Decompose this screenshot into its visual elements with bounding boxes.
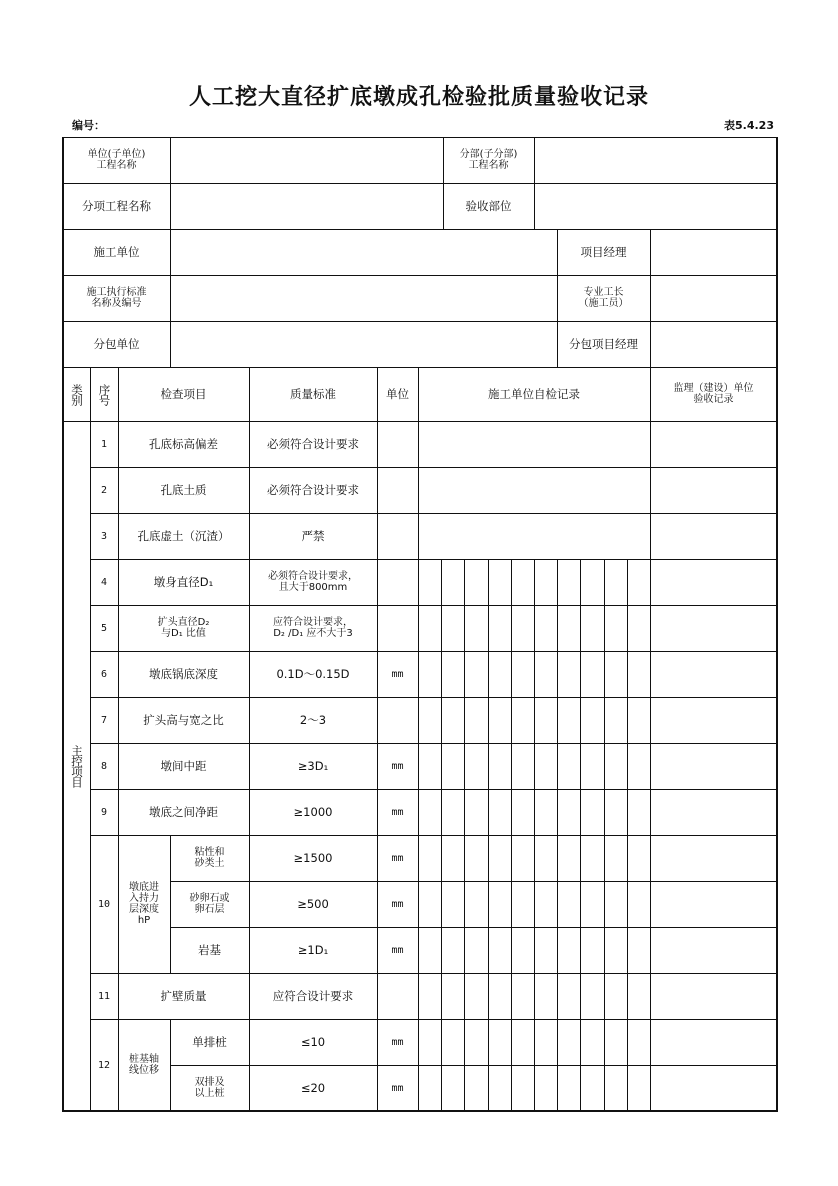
subcontractor-label-text: 分包单位: [93, 336, 140, 351]
unit-project-field[interactable]: [170, 137, 443, 183]
self-check-cell[interactable]: [534, 697, 557, 743]
row-group-label-text: 桩基轴线位移: [129, 1054, 159, 1076]
standard-label: [63, 275, 170, 321]
self-check-cell[interactable]: [534, 651, 557, 697]
row-check-item: [118, 697, 249, 743]
row-unit-text: mm: [391, 944, 404, 956]
supervision-record-cell[interactable]: [650, 881, 777, 927]
supervision-record-cell[interactable]: [650, 467, 777, 513]
supervision-record-cell[interactable]: [650, 1065, 777, 1111]
self-check-cell[interactable]: [534, 1065, 557, 1111]
category-header-text: 类别: [70, 383, 84, 405]
row-unit: [377, 605, 418, 651]
self-check-cell[interactable]: [418, 559, 441, 605]
supervision-record-cell[interactable]: [650, 651, 777, 697]
self-check-cell[interactable]: [534, 881, 557, 927]
row-quality-standard-text: 严禁: [301, 528, 325, 543]
row-unit: [377, 467, 418, 513]
self-check-cell[interactable]: [441, 697, 464, 743]
self-check-cell[interactable]: [488, 1019, 511, 1065]
self-check-cell[interactable]: [418, 467, 650, 513]
self-check-cell[interactable]: [627, 743, 650, 789]
self-check-cell[interactable]: [627, 1065, 650, 1111]
row-seq-text: 6: [100, 668, 108, 680]
self-check-cell[interactable]: [534, 835, 557, 881]
self-check-cell[interactable]: [557, 1019, 580, 1065]
unit-project-label-text: 单位(子单位) 工程名称: [87, 149, 146, 171]
row-sub-item-text: 砂卵石或 卵石层: [189, 893, 230, 915]
self-check-cell[interactable]: [464, 743, 488, 789]
table-number: 表5.4.23: [724, 119, 774, 132]
row-sub-item: [170, 1019, 249, 1065]
row-check-item: [118, 513, 249, 559]
self-check-cell[interactable]: [441, 559, 464, 605]
row-check-item-text: 扩壁质量: [160, 988, 207, 1003]
self-check-cell[interactable]: [557, 697, 580, 743]
self-check-cell[interactable]: [580, 835, 604, 881]
self-check-cell[interactable]: [418, 421, 650, 467]
self-check-cell[interactable]: [604, 973, 627, 1019]
supervision-record-cell[interactable]: [650, 835, 777, 881]
row-unit-text: mm: [391, 668, 404, 680]
self-check-cell[interactable]: [534, 559, 557, 605]
row-quality-standard: [249, 789, 377, 835]
row-check-item: [118, 421, 249, 467]
self-check-cell[interactable]: [604, 743, 627, 789]
row-unit-text: mm: [391, 806, 404, 818]
row-unit-text: mm: [391, 1036, 404, 1048]
sub-division-label: [443, 137, 534, 183]
self-check-cell[interactable]: [464, 1065, 488, 1111]
self-check-cell[interactable]: [580, 1019, 604, 1065]
self-check-cell[interactable]: [580, 651, 604, 697]
self-check-cell[interactable]: [464, 1019, 488, 1065]
row-unit: [377, 835, 418, 881]
self-check-header: [418, 367, 650, 421]
row-seq: [90, 467, 118, 513]
row-quality-standard-text: 必须符合设计要求: [267, 436, 359, 451]
row-unit: [377, 559, 418, 605]
self-check-cell[interactable]: [418, 835, 441, 881]
supervision-record-cell[interactable]: [650, 789, 777, 835]
sub-item-label-text: 分项工程名称: [82, 198, 151, 213]
self-check-cell[interactable]: [580, 927, 604, 973]
row-quality-standard-text: ≥3D₁: [297, 758, 329, 773]
row-unit: [377, 1019, 418, 1065]
row-unit-text: mm: [391, 760, 404, 772]
standard-label-text: 施工执行标准 名称及编号: [86, 287, 147, 309]
row-seq-text: 9: [100, 806, 108, 818]
supervision-record-cell[interactable]: [650, 1019, 777, 1065]
row-seq-text: 5: [100, 622, 108, 634]
self-check-cell[interactable]: [488, 697, 511, 743]
self-check-cell[interactable]: [418, 927, 441, 973]
self-check-cell[interactable]: [488, 651, 511, 697]
row-seq-text: 3: [100, 530, 108, 542]
self-check-cell[interactable]: [464, 881, 488, 927]
self-check-cell[interactable]: [534, 973, 557, 1019]
row-seq: [90, 697, 118, 743]
category-header: [63, 367, 90, 421]
self-check-cell[interactable]: [580, 697, 604, 743]
self-check-cell[interactable]: [511, 743, 534, 789]
self-check-cell[interactable]: [488, 927, 511, 973]
self-check-cell[interactable]: [557, 881, 580, 927]
project-manager-field[interactable]: [650, 229, 777, 275]
project-manager-label: [557, 229, 650, 275]
row-quality-standard-text: 必须符合设计要求: [267, 482, 359, 497]
self-check-cell[interactable]: [488, 559, 511, 605]
row-quality-standard: [249, 559, 377, 605]
self-check-cell[interactable]: [488, 881, 511, 927]
row-quality-standard: [249, 605, 377, 651]
self-check-cell[interactable]: [580, 605, 604, 651]
self-check-cell[interactable]: [604, 559, 627, 605]
self-check-cell[interactable]: [441, 881, 464, 927]
row-group-label: [118, 1019, 170, 1111]
self-check-cell[interactable]: [464, 605, 488, 651]
self-check-cell[interactable]: [488, 743, 511, 789]
self-check-header-text: 施工单位自检记录: [488, 386, 580, 401]
row-quality-standard-text: 应符合设计要求， D₂ /D₁ 应不大于3: [273, 617, 353, 639]
self-check-cell[interactable]: [464, 697, 488, 743]
row-quality-standard: [249, 697, 377, 743]
supervision-record-cell[interactable]: [650, 559, 777, 605]
quality-standard-header-text: 质量标准: [290, 386, 336, 401]
self-check-cell[interactable]: [488, 789, 511, 835]
row-quality-standard: [249, 467, 377, 513]
supervision-record-cell[interactable]: [650, 927, 777, 973]
row-seq: [90, 513, 118, 559]
self-check-cell[interactable]: [557, 651, 580, 697]
row-sub-item-text: 双排及 以上桩: [194, 1077, 225, 1099]
self-check-cell[interactable]: [441, 651, 464, 697]
row-check-item-text: 墩身直径D₁: [153, 574, 214, 589]
row-seq: [90, 835, 118, 973]
row-quality-standard: [249, 835, 377, 881]
self-check-cell[interactable]: [511, 651, 534, 697]
self-check-cell[interactable]: [441, 835, 464, 881]
row-seq-text: 12: [97, 1059, 111, 1071]
self-check-cell[interactable]: [627, 559, 650, 605]
row-check-item-text: 墩底之间净距: [149, 804, 218, 819]
self-check-cell[interactable]: [418, 789, 441, 835]
row-quality-standard: [249, 651, 377, 697]
self-check-cell[interactable]: [604, 927, 627, 973]
self-check-cell[interactable]: [488, 1065, 511, 1111]
supervision-record-cell[interactable]: [650, 743, 777, 789]
self-check-cell[interactable]: [464, 651, 488, 697]
row-unit: [377, 881, 418, 927]
row-unit: [377, 697, 418, 743]
self-check-cell[interactable]: [418, 881, 441, 927]
self-check-cell[interactable]: [557, 835, 580, 881]
self-check-cell[interactable]: [488, 605, 511, 651]
acceptance-part-field[interactable]: [534, 183, 777, 229]
construction-unit-label-text: 施工单位: [93, 244, 140, 259]
row-quality-standard-text: ≤10: [300, 1034, 326, 1049]
row-check-item: [118, 789, 249, 835]
row-seq-text: 4: [100, 576, 108, 588]
self-check-cell[interactable]: [604, 1065, 627, 1111]
self-check-cell[interactable]: [464, 835, 488, 881]
row-seq: [90, 743, 118, 789]
self-check-cell[interactable]: [534, 927, 557, 973]
row-quality-standard: [249, 1065, 377, 1111]
unit-header-text: 单位: [386, 386, 409, 401]
supervision-record-cell[interactable]: [650, 513, 777, 559]
self-check-cell[interactable]: [418, 651, 441, 697]
self-check-cell[interactable]: [580, 789, 604, 835]
row-quality-standard: [249, 743, 377, 789]
row-quality-standard-text: ≥1500: [293, 850, 333, 865]
self-check-cell[interactable]: [441, 1019, 464, 1065]
self-check-cell[interactable]: [627, 835, 650, 881]
row-group-label: [118, 835, 170, 973]
self-check-cell[interactable]: [580, 743, 604, 789]
self-check-cell[interactable]: [580, 559, 604, 605]
row-quality-standard-text: ≤20: [300, 1080, 326, 1095]
self-check-cell[interactable]: [557, 1065, 580, 1111]
subcontract-manager-field[interactable]: [650, 321, 777, 367]
row-check-item: [118, 973, 249, 1019]
row-quality-standard-text: 2～3: [299, 712, 327, 727]
supervision-record-cell[interactable]: [650, 697, 777, 743]
self-check-cell[interactable]: [511, 697, 534, 743]
self-check-cell[interactable]: [441, 927, 464, 973]
self-check-cell[interactable]: [627, 651, 650, 697]
row-check-item-text: 孔底土质: [160, 482, 207, 497]
self-check-cell[interactable]: [511, 1019, 534, 1065]
self-check-cell[interactable]: [441, 743, 464, 789]
row-sub-item: [170, 881, 249, 927]
self-check-cell[interactable]: [511, 973, 534, 1019]
self-check-cell[interactable]: [418, 973, 441, 1019]
self-check-cell[interactable]: [627, 789, 650, 835]
self-check-cell[interactable]: [604, 881, 627, 927]
row-unit-text: mm: [391, 898, 404, 910]
row-quality-standard-text: 必须符合设计要求， 且大于800mm: [268, 571, 358, 593]
supervision-header: [650, 367, 777, 421]
row-quality-standard: [249, 421, 377, 467]
supervision-record-cell[interactable]: [650, 421, 777, 467]
self-check-cell[interactable]: [557, 605, 580, 651]
row-seq: [90, 559, 118, 605]
self-check-cell[interactable]: [511, 881, 534, 927]
code-label: 编号：: [72, 119, 105, 132]
supervision-record-cell[interactable]: [650, 605, 777, 651]
row-check-item-text: 孔底标高偏差: [149, 436, 218, 451]
sub-division-field[interactable]: [534, 137, 777, 183]
row-seq: [90, 1019, 118, 1111]
self-check-cell[interactable]: [418, 605, 441, 651]
self-check-cell[interactable]: [580, 881, 604, 927]
acceptance-part-label-text: 验收部位: [465, 198, 512, 213]
self-check-cell[interactable]: [557, 743, 580, 789]
row-sub-item: [170, 927, 249, 973]
document-title: 人工挖大直径扩底墩成孔检验批质量验收记录: [188, 85, 649, 110]
row-unit: [377, 651, 418, 697]
row-seq-text: 1: [100, 438, 108, 450]
foreman-label-text: 专业工长 （施工员）: [578, 287, 629, 309]
self-check-cell[interactable]: [511, 789, 534, 835]
subcontract-manager-label-text: 分包项目经理: [569, 336, 638, 351]
row-quality-standard: [249, 927, 377, 973]
seq-header-text: 序号: [97, 383, 112, 405]
self-check-cell[interactable]: [418, 513, 650, 559]
self-check-cell[interactable]: [441, 1065, 464, 1111]
self-check-cell[interactable]: [627, 605, 650, 651]
row-check-item: [118, 605, 249, 651]
row-check-item-text: 扩头高与宽之比: [143, 712, 224, 727]
self-check-cell[interactable]: [418, 743, 441, 789]
row-quality-standard: [249, 881, 377, 927]
self-check-cell[interactable]: [441, 605, 464, 651]
self-check-cell[interactable]: [580, 1065, 604, 1111]
row-sub-item: [170, 835, 249, 881]
row-seq: [90, 973, 118, 1019]
self-check-cell[interactable]: [557, 559, 580, 605]
seq-header: [90, 367, 118, 421]
self-check-cell[interactable]: [604, 789, 627, 835]
row-quality-standard: [249, 973, 377, 1019]
self-check-cell[interactable]: [464, 927, 488, 973]
self-check-cell[interactable]: [441, 789, 464, 835]
row-seq-text: 7: [100, 714, 108, 726]
sub-division-label-text: 分部(子分部) 工程名称: [459, 149, 518, 171]
row-seq-text: 10: [97, 898, 111, 910]
self-check-cell[interactable]: [557, 973, 580, 1019]
self-check-cell[interactable]: [534, 789, 557, 835]
standard-field[interactable]: [170, 275, 557, 321]
row-check-item-text: 墩底锅底深度: [149, 666, 218, 681]
self-check-cell[interactable]: [534, 743, 557, 789]
row-unit: [377, 973, 418, 1019]
row-unit: [377, 513, 418, 559]
self-check-cell[interactable]: [511, 559, 534, 605]
supervision-record-cell[interactable]: [650, 973, 777, 1019]
row-seq-text: 11: [97, 990, 111, 1002]
self-check-cell[interactable]: [464, 559, 488, 605]
self-check-cell[interactable]: [627, 973, 650, 1019]
row-check-item: [118, 743, 249, 789]
row-quality-standard-text: ≥500: [297, 896, 329, 911]
self-check-cell[interactable]: [488, 973, 511, 1019]
construction-unit-label: [63, 229, 170, 275]
foreman-field[interactable]: [650, 275, 777, 321]
row-check-item-text: 墩间中距: [160, 758, 207, 773]
row-check-item: [118, 467, 249, 513]
self-check-cell[interactable]: [464, 973, 488, 1019]
row-seq: [90, 605, 118, 651]
self-check-cell[interactable]: [557, 927, 580, 973]
self-check-cell[interactable]: [604, 1019, 627, 1065]
self-check-cell[interactable]: [418, 1065, 441, 1111]
category-main-control-text: 主控项目: [70, 745, 84, 787]
row-sub-item-text: 岩基: [198, 942, 221, 957]
self-check-cell[interactable]: [604, 605, 627, 651]
subcontractor-label: [63, 321, 170, 367]
quality-standard-header: [249, 367, 377, 421]
row-seq: [90, 651, 118, 697]
row-quality-standard-text: ≥1000: [293, 804, 333, 819]
row-check-item-text: 扩头直径D₂ 与D₁ 比值: [157, 617, 210, 639]
construction-unit-field[interactable]: [170, 229, 557, 275]
self-check-cell[interactable]: [534, 1019, 557, 1065]
self-check-cell[interactable]: [488, 835, 511, 881]
unit-project-label: [63, 137, 170, 183]
self-check-cell[interactable]: [511, 927, 534, 973]
row-unit: [377, 789, 418, 835]
sub-item-label: [63, 183, 170, 229]
check-item-header: [118, 367, 249, 421]
project-manager-label-text: 项目经理: [580, 244, 627, 259]
row-seq-text: 2: [100, 484, 108, 496]
subcontractor-field[interactable]: [170, 321, 557, 367]
row-unit-text: mm: [391, 1082, 404, 1094]
row-quality-standard-text: 应符合设计要求: [272, 988, 354, 1003]
row-unit: [377, 421, 418, 467]
self-check-cell[interactable]: [627, 697, 650, 743]
unit-header: [377, 367, 418, 421]
self-check-cell[interactable]: [627, 927, 650, 973]
row-check-item: [118, 559, 249, 605]
self-check-cell[interactable]: [557, 789, 580, 835]
foreman-label: [557, 275, 650, 321]
self-check-cell[interactable]: [627, 881, 650, 927]
self-check-cell[interactable]: [511, 1065, 534, 1111]
self-check-cell[interactable]: [580, 973, 604, 1019]
row-sub-item: [170, 1065, 249, 1111]
category-main-control: [63, 421, 90, 1111]
row-sub-item-text: 粘性和 砂类土: [194, 847, 225, 869]
self-check-cell[interactable]: [604, 835, 627, 881]
row-group-label-text: 墩底进入持力层深度hP: [129, 882, 159, 926]
row-unit-text: mm: [391, 852, 404, 864]
self-check-cell[interactable]: [511, 605, 534, 651]
row-unit: [377, 927, 418, 973]
self-check-cell[interactable]: [534, 605, 557, 651]
row-quality-standard: [249, 513, 377, 559]
row-quality-standard: [249, 1019, 377, 1065]
self-check-cell[interactable]: [627, 1019, 650, 1065]
row-unit: [377, 743, 418, 789]
self-check-cell[interactable]: [604, 697, 627, 743]
acceptance-part-label: [443, 183, 534, 229]
self-check-cell[interactable]: [418, 1019, 441, 1065]
subcontract-manager-label: [557, 321, 650, 367]
row-seq-text: 8: [100, 760, 108, 772]
row-quality-standard-text: ≥1D₁: [297, 942, 329, 957]
self-check-cell[interactable]: [604, 651, 627, 697]
self-check-cell[interactable]: [464, 789, 488, 835]
row-sub-item-text: 单排桩: [192, 1034, 227, 1049]
row-quality-standard-text: 0.1D～0.15D: [276, 666, 350, 681]
row-seq: [90, 789, 118, 835]
sub-item-field[interactable]: [170, 183, 443, 229]
supervision-header-text: 监理（建设）单位 验收记录: [673, 383, 754, 405]
self-check-cell[interactable]: [418, 697, 441, 743]
row-check-item-text: 孔底虚土（沉渣）: [137, 528, 230, 543]
row-unit: [377, 1065, 418, 1111]
self-check-cell[interactable]: [441, 973, 464, 1019]
self-check-cell[interactable]: [511, 835, 534, 881]
check-item-header-text: 检查项目: [160, 386, 207, 401]
row-check-item: [118, 651, 249, 697]
row-seq: [90, 421, 118, 467]
